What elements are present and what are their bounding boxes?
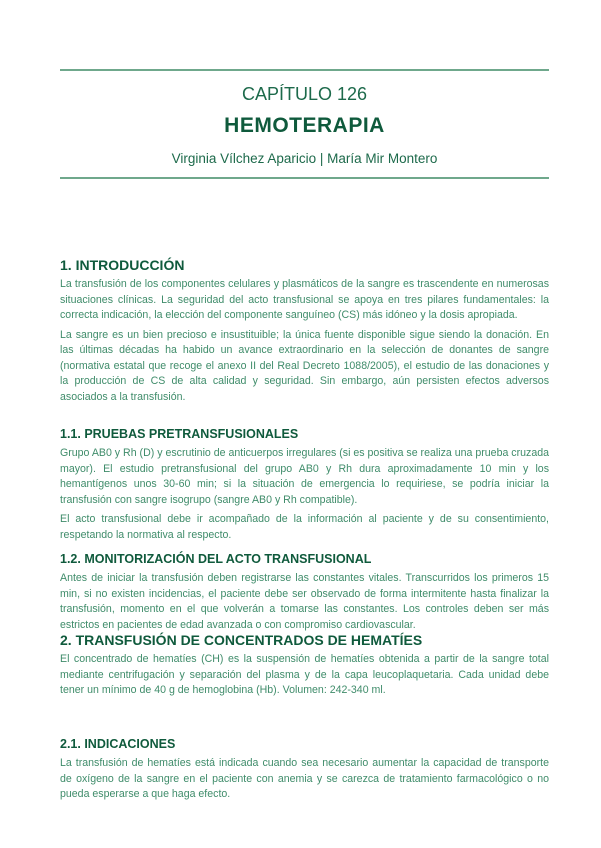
paragraph: La sangre es un bien precioso e insustituible; la única fuente disponible sigue siendo la donación. En las últimas décadas ha habido un avance extraordinario en la selección de donantes de sangre (normativa estatal que recoge el anexo II del Real Decreto 1088/2005), el estudio de las donaciones y la producción de CS de alta calidad y seguridad. Sin embargo, aún persisten efectos adversos asociados a la transfusión.: [60, 328, 549, 403]
chapter-number: CAPÍTULO 126: [241, 84, 368, 104]
section-heading: 1. INTRODUCCIÓN: [60, 257, 185, 273]
paragraph: El concentrado de hematíes (CH) es la suspensión de hematíes obtenida a partir de la sangre total mediante centrifugación y separación del plasma y de la capa leucoplaquetaria. Cada unidad debe tener un mínimo de 40 g de hemoglobina (Hb). Volumen: 242-340 ml.: [60, 653, 549, 696]
subsection-heading: 1.2. MONITORIZACIÓN DEL ACTO TRANSFUSIONAL: [60, 552, 372, 566]
paragraph: La transfusión de hematíes está indicada cuando sea necesario aumentar la capacidad de transporte de oxígeno de la sangre en el paciente con anemia y se carezca de tratamiento farmacológico o no pueda esperarse a que haga efecto.: [60, 757, 549, 800]
paragraph: Grupo AB0 y Rh (D) y escrutinio de anticuerpos irregulares (si es positiva se realiza una prueba cruzada mayor). El estudio pretransfusional del grupo AB0 y Rh dura aproximadamente 10 min y los hemantígenos unos 30-60 min; si la situación de emergencia lo requiriese, se podría iniciar la transfusión con sangre isogrupo (sangre AB0 y Rh compatible).: [60, 447, 549, 506]
top-rule: [60, 69, 549, 71]
section-heading: 2. TRANSFUSIÓN DE CONCENTRADOS DE HEMATÍES: [60, 632, 423, 648]
paragraph: La transfusión de los componentes celulares y plasmáticos de la sangre es trascendente en numerosas situaciones clínicas. La seguridad del acto transfusional se apoya en tres pilares fundamentales: la correcta indicación, la elección del componente sanguíneo (CS) más idóneo y la dosis apropiada.: [60, 278, 549, 321]
subsection-heading: 2.1. INDICACIONES: [60, 737, 176, 751]
section-transfusion-ch: [60, 632, 549, 699]
paragraph: Antes de iniciar la transfusión deben registrarse las constantes vitales. Transcurridos los primeros 15 min, si no existen incidencias, el paciente debe ser observado de forma intermitente hasta finalizar la transfusión, momento en el que volverán a tomarse las constantes. Los controles deben ser más estrictos en pacientes de edad avanzada o con compromiso cardiovascular.: [60, 572, 549, 631]
section-pruebas: [60, 427, 549, 543]
bottom-rule: [60, 177, 549, 179]
chapter-title: HEMOTERAPIA: [224, 114, 385, 137]
section-introduccion: [60, 257, 549, 405]
section-monitorizacion: [60, 552, 549, 633]
subsection-heading: 1.1. PRUEBAS PRETRANSFUSIONALES: [60, 427, 299, 441]
paragraph: El acto transfusional debe ir acompañado de la información al paciente y de su consentimiento, respetando la normativa al respecto.: [60, 513, 549, 541]
authors: Virginia Vílchez Aparicio | María Mir Montero: [171, 151, 438, 166]
section-indicaciones: [60, 737, 549, 803]
